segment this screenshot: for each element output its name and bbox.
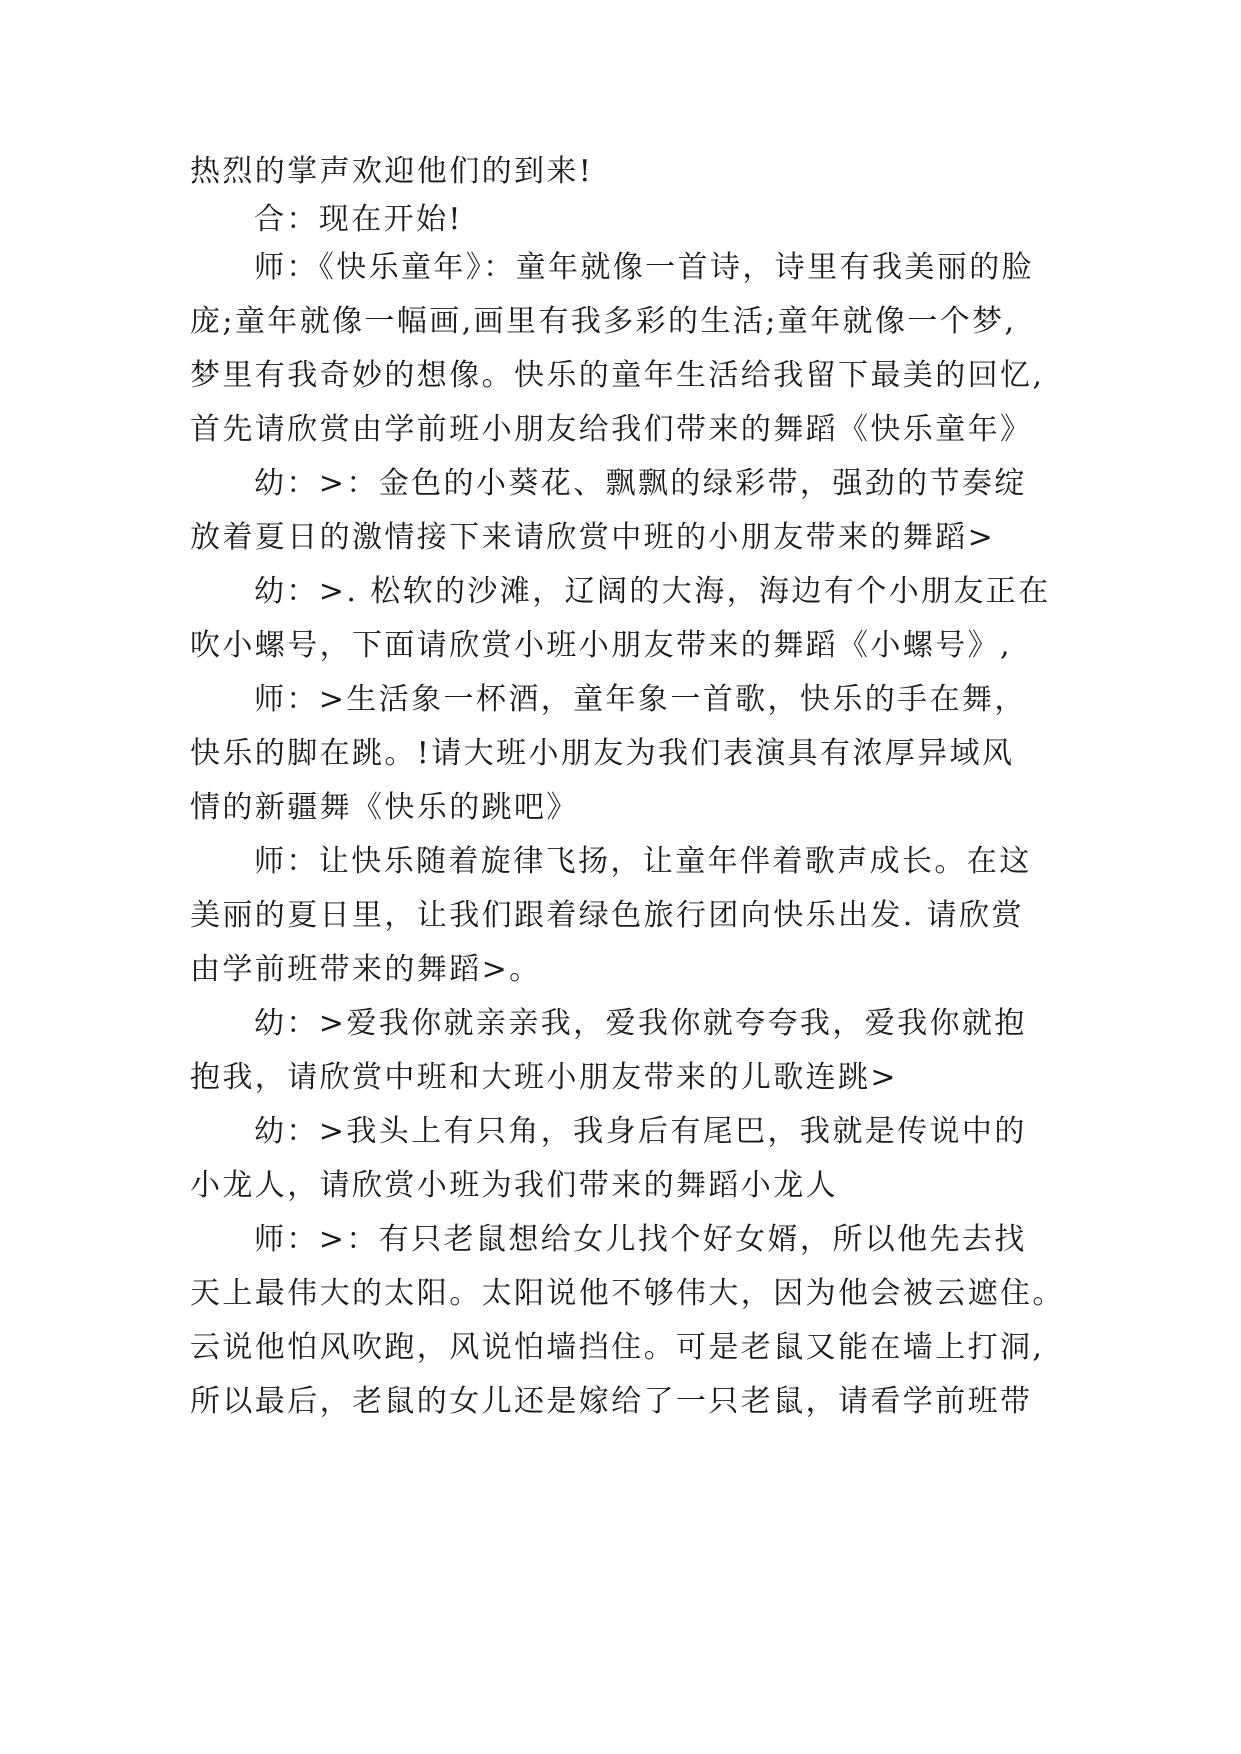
text-line-3: 师：《快乐童年》：童年就像一首诗，诗里有我美丽的脸 — [254, 250, 1034, 285]
text-line-1: 热烈的掌声欢迎他们的到来! — [190, 154, 594, 189]
text-line-10: 吹小螺号，下面请欣赏小班小朋友带来的舞蹈《小螺号》, — [190, 628, 1012, 663]
text-line-15: 美丽的夏日里，让我们跟着绿色旅行团向快乐出发. 请欣赏 — [190, 898, 1024, 933]
text-line-2: 合：现在开始! — [254, 202, 463, 237]
text-line-11: 师：>生活象一杯酒，童年象一首歌，快乐的手在舞， — [254, 682, 1027, 717]
text-line-22: 天上最伟大的太阳。太阳说他不够伟大，因为他会被云遮住。 — [190, 1276, 1065, 1311]
text-line-4: 庞;童年就像一幅画,画里有我多彩的生活;童年就像一个梦, — [190, 304, 1017, 339]
text-line-12: 快乐的脚在跳。!请大班小朋友为我们表演具有浓厚异域风 — [190, 736, 1015, 771]
text-line-14: 师：让快乐随着旋律飞扬，让童年伴着歌声成长。在这 — [254, 844, 1032, 879]
text-line-24: 所以最后，老鼠的女儿还是嫁给了一只老鼠，请看学前班带 — [190, 1384, 1033, 1419]
text-line-19: 幼：>我头上有只角，我身后有尾巴，我就是传说中的 — [254, 1114, 1027, 1149]
text-line-5: 梦里有我奇妙的想像。快乐的童年生活给我留下最美的回忆, — [190, 358, 1045, 393]
text-line-7: 幼：>：金色的小葵花、飘飘的绿彩带，强劲的节奏绽 — [254, 466, 1027, 501]
text-line-16: 由学前班带来的舞蹈>。 — [190, 952, 542, 987]
text-line-8: 放着夏日的激情接下来请欣赏中班的小朋友带来的舞蹈> — [190, 520, 996, 555]
text-line-13: 情的新疆舞《快乐的跳吧》 — [190, 790, 579, 825]
text-line-17: 幼：>爱我你就亲亲我，爱我你就夸夸我，爱我你就抱 — [254, 1006, 1027, 1041]
text-line-20: 小龙人，请欣赏小班为我们带来的舞蹈小龙人 — [190, 1168, 838, 1203]
text-line-18: 抱我，请欣赏中班和大班小朋友带来的儿歌连跳> — [190, 1060, 898, 1095]
text-line-21: 师：>：有只老鼠想给女儿找个好女婿，所以他先去找 — [254, 1222, 1027, 1257]
text-line-6: 首先请欣赏由学前班小朋友给我们带来的舞蹈《快乐童年》 — [190, 412, 1033, 447]
text-line-9: 幼：>. 松软的沙滩，辽阔的大海，海边有个小朋友正在 — [254, 574, 1051, 609]
text-line-23: 云说他怕风吹跑，风说怕墙挡住。可是老鼠又能在墙上打洞, — [190, 1330, 1045, 1365]
